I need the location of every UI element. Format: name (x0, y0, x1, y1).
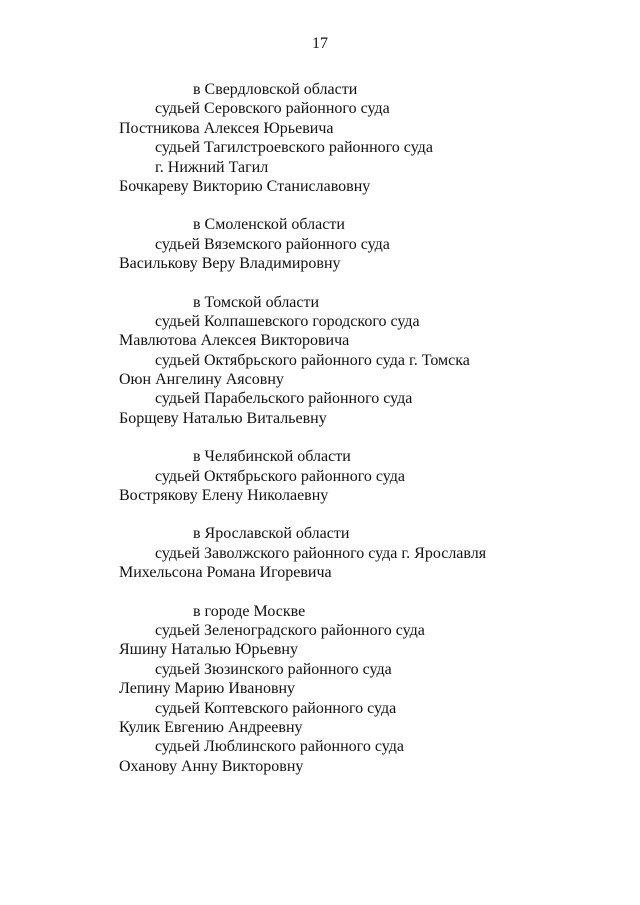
section-smolensk (119, 215, 619, 273)
court-line: судьей Парабельского районного суда (155, 390, 413, 408)
page-number: 17 (312, 35, 328, 52)
court-line: судьей Октябрьского районного суда (155, 467, 405, 485)
court-city: г. Нижний Тагил (155, 158, 269, 176)
section-moscow (119, 602, 619, 777)
region-heading: в Ярославской области (193, 525, 350, 543)
section-gap (119, 583, 619, 602)
section-chelyabinsk (119, 447, 619, 505)
judge-name: Лепину Марию Ивановну (119, 680, 296, 698)
court-line: судьей Серовского районного суда (155, 100, 390, 118)
court-line: судьей Вяземского районного суда (155, 235, 390, 253)
judge-name: Бочкареву Викторию Станиславовну (119, 177, 371, 195)
judge-name: Василькову Веру Владимировну (119, 255, 341, 273)
section-gap (119, 196, 619, 215)
region-heading: в городе Москве (193, 602, 306, 620)
judge-name: Оюн Ангелину Аясовну (119, 371, 284, 389)
judge-name: Михельсона Романа Игоревича (119, 564, 332, 582)
region-heading: в Смоленской области (193, 216, 345, 234)
appointment-list (119, 80, 619, 776)
section-gap (119, 274, 619, 293)
judge-name: Яшину Наталью Юрьевну (119, 641, 298, 659)
region-heading: в Челябинской области (193, 448, 351, 466)
court-line: судьей Зюзинского районного суда (155, 660, 392, 678)
section-sverdlovsk (119, 80, 619, 196)
court-line: судьей Коптевского районного суда (155, 699, 397, 717)
court-line: судьей Октябрьского районного суда г. Томска (155, 351, 470, 369)
court-line: судьей Заволжского районного суда г. Ярославля (155, 544, 487, 562)
court-line: судьей Тагилстроевского районного суда (155, 139, 433, 157)
court-line: судьей Люблинского районного суда (155, 738, 404, 756)
section-tomsk (119, 293, 619, 429)
judge-name: Борщеву Наталью Витальевну (119, 409, 327, 427)
judge-name: Оханову Анну Викторовну (119, 757, 304, 775)
court-line: судьей Колпашевского городского суда (155, 312, 420, 330)
court-line: судьей Зеленоградского районного суда (155, 621, 425, 639)
judge-name: Мавлютова Алексея Викторовича (119, 332, 350, 350)
section-yaroslavl (119, 524, 619, 582)
section-gap (119, 505, 619, 524)
region-heading: в Свердловской области (193, 81, 358, 98)
section-gap (119, 428, 619, 447)
judge-name: Кулик Евгению Андреевну (119, 718, 303, 736)
judge-name: Вострякову Елену Николаевну (119, 487, 329, 505)
region-heading: в Томской области (193, 293, 320, 311)
judge-name: Постникова Алексея Юрьевича (119, 119, 334, 137)
